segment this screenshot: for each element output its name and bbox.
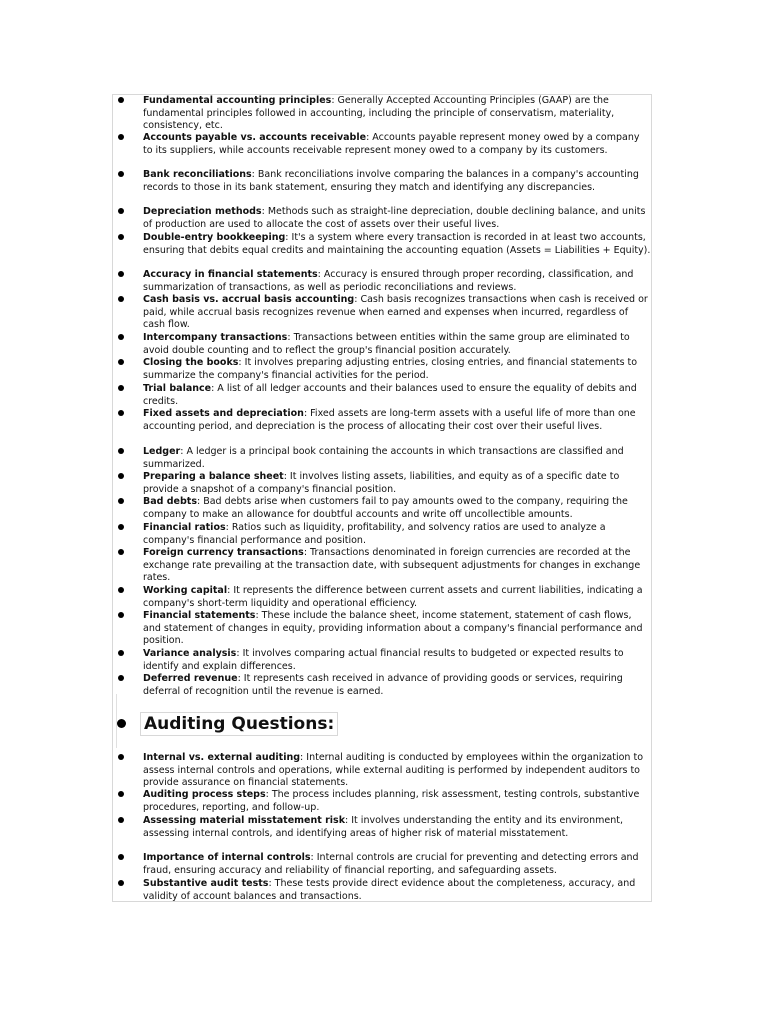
bullet-icon bbox=[118, 97, 124, 103]
list-item bbox=[143, 332, 651, 357]
bullet-icon bbox=[118, 134, 124, 140]
bullet-icon bbox=[117, 719, 126, 728]
bullet-icon bbox=[118, 410, 124, 416]
item-text: : Generally Accepted Accounting Principles (GAAP) are the fundamental principles followed in accounting, including the principle of conservatism, materiality, consistency, etc. bbox=[143, 95, 615, 132]
item-term: Substantive audit tests bbox=[143, 878, 269, 889]
list-item bbox=[143, 206, 651, 231]
list-item bbox=[143, 496, 651, 521]
item-term: Cash basis vs. accrual basis accounting bbox=[143, 294, 355, 305]
section-heading: Auditing Questions: bbox=[140, 712, 338, 736]
bullet-icon bbox=[118, 334, 124, 340]
item-term: Accuracy in financial statements bbox=[143, 269, 318, 280]
item-text: : Internal auditing is conducted by employees within the organization to assess internal controls and operations, while external auditing is performed by independent auditors to provide assurance on financial statements. bbox=[143, 752, 644, 789]
item-text: : Internal controls are crucial for preventing and detecting errors and fraud, ensuring accuracy and reliability of financial reporting, and safeguarding assets. bbox=[143, 852, 639, 876]
list-item bbox=[143, 383, 651, 408]
list-item bbox=[143, 169, 651, 194]
item-term: Working capital bbox=[143, 585, 228, 596]
bullet-icon bbox=[118, 473, 124, 479]
item-term: Double-entry bookkeeping bbox=[143, 232, 286, 243]
list-item bbox=[143, 408, 651, 433]
item-term: Preparing a balance sheet bbox=[143, 471, 284, 482]
bullet-icon bbox=[118, 854, 124, 860]
list-item bbox=[143, 446, 651, 471]
item-term: Financial ratios bbox=[143, 522, 226, 533]
item-term: Intercompany transactions bbox=[143, 332, 288, 343]
item-term: Foreign currency transactions bbox=[143, 547, 304, 558]
list-item bbox=[143, 815, 651, 840]
bullet-icon bbox=[118, 498, 124, 504]
item-text: : It involves understanding the entity and its environment, assessing internal controls, and identifying areas of higher risk of material misstatement. bbox=[143, 815, 624, 839]
bullet-icon bbox=[118, 675, 124, 681]
list-item bbox=[143, 232, 651, 257]
bullet-icon bbox=[118, 650, 124, 656]
bullet-icon bbox=[118, 612, 124, 618]
list-item bbox=[143, 610, 651, 648]
item-term: Bad debts bbox=[143, 496, 197, 507]
item-text: : It involves comparing actual financial results to budgeted or expected results to identify and explain differences. bbox=[143, 648, 624, 672]
item-term: Internal vs. external auditing bbox=[143, 752, 301, 763]
item-term: Ledger bbox=[143, 446, 181, 457]
item-text: : A list of all ledger accounts and their balances used to ensure the equality of debits and credits. bbox=[143, 383, 637, 407]
item-text: : Bad debts arise when customers fail to pay amounts owed to the company, requiring the company to make an allowance for doubtful accounts and write off uncollectible amounts. bbox=[143, 496, 628, 520]
bullet-icon bbox=[118, 524, 124, 530]
item-term: Fundamental accounting principles bbox=[143, 95, 332, 106]
bullet-icon bbox=[118, 448, 124, 454]
item-term: Accounts payable vs. accounts receivable bbox=[143, 132, 367, 143]
item-term: Auditing process steps bbox=[143, 789, 266, 800]
item-term: Trial balance bbox=[143, 383, 212, 394]
item-text: : These tests provide direct evidence about the completeness, accuracy, and validity of account balances and transactions. bbox=[143, 878, 636, 902]
item-text: : A ledger is a principal book containing the accounts in which transactions are classified and summarized. bbox=[143, 446, 624, 470]
item-text: : It involves preparing adjusting entries, closing entries, and financial statements to summarize the company's financial activities for the period. bbox=[143, 357, 638, 381]
item-term: Deferred revenue bbox=[143, 673, 238, 684]
bullet-icon bbox=[118, 234, 124, 240]
list-item bbox=[143, 132, 651, 157]
list-item bbox=[143, 752, 651, 790]
list-item bbox=[143, 789, 651, 814]
item-term: Financial statements bbox=[143, 610, 256, 621]
item-text: : Transactions between entities within the same group are eliminated to avoid double counting and to reflect the group's financial position accurately. bbox=[143, 332, 630, 356]
list-item bbox=[143, 269, 651, 294]
bullet-icon bbox=[118, 587, 124, 593]
item-text: : It represents cash received in advance of providing goods or services, requiring deferral of recognition until the revenue is earned. bbox=[143, 673, 623, 697]
item-text: : Bank reconciliations involve comparing the balances in a company's accounting records to those in its bank statement, ensuring they match and identifying any discrepancies. bbox=[143, 169, 639, 193]
list-item bbox=[143, 585, 651, 610]
list-item bbox=[143, 878, 651, 903]
item-text: : Accuracy is ensured through proper recording, classification, and summarization of transactions, as well as periodic reconciliations and reviews. bbox=[143, 269, 634, 293]
item-text: : Transactions denominated in foreign currencies are recorded at the exchange rate prevailing at the transaction date, with subsequent adjustments for changes in exchange rates. bbox=[143, 547, 641, 584]
bullet-icon bbox=[118, 171, 124, 177]
item-text: : It involves listing assets, liabilities, and equity as of a specific date to provide a snapshot of a company's financial position. bbox=[143, 471, 620, 495]
item-term: Assessing material misstatement risk bbox=[143, 815, 346, 826]
bullet-icon bbox=[118, 754, 124, 760]
item-text: : These include the balance sheet, income statement, statement of cash flows, and statement of changes in equity, providing information about a company's financial performance and position. bbox=[143, 610, 643, 647]
item-text: : Accounts payable represent money owed by a company to its suppliers, while accounts receivable represent money owed to a company by its customers. bbox=[143, 132, 640, 156]
item-term: Closing the books bbox=[143, 357, 239, 368]
item-term: Variance analysis bbox=[143, 648, 237, 659]
bullet-icon bbox=[118, 549, 124, 555]
item-text: : It represents the difference between current assets and current liabilities, indicating a company's short-term liquidity and operational efficiency. bbox=[143, 585, 643, 609]
list-item bbox=[143, 852, 651, 877]
list-item bbox=[143, 522, 651, 547]
item-text: : It's a system where every transaction is recorded in at least two accounts, ensuring that debits equal credits and maintaining the accounting equation (Assets = Liabilities + Equity). bbox=[143, 232, 651, 256]
item-text: : Ratios such as liquidity, profitability, and solvency ratios are used to analyze a company's financial performance and position. bbox=[143, 522, 606, 546]
bullet-icon bbox=[118, 385, 124, 391]
list-item bbox=[143, 648, 651, 673]
item-term: Fixed assets and depreciation bbox=[143, 408, 304, 419]
bullet-icon bbox=[118, 817, 124, 823]
list-item bbox=[143, 357, 651, 382]
bullet-icon bbox=[118, 359, 124, 365]
list-item bbox=[143, 547, 651, 585]
list-item bbox=[143, 471, 651, 496]
list-item bbox=[143, 294, 651, 332]
bullet-icon bbox=[118, 296, 124, 302]
item-term: Bank reconciliations bbox=[143, 169, 252, 180]
item-term: Importance of internal controls bbox=[143, 852, 311, 863]
item-text: : Fixed assets are long-term assets with a useful life of more than one accounting period, and depreciation is the process of allocating their cost over their useful lives. bbox=[143, 408, 636, 432]
item-text: : The process includes planning, risk assessment, testing controls, substantive procedures, reporting, and follow-up. bbox=[143, 789, 640, 813]
item-text: : Methods such as straight-line depreciation, double declining balance, and units of production are used to allocate the cost of assets over their useful lives. bbox=[143, 206, 646, 230]
bullet-icon bbox=[118, 880, 124, 886]
bullet-icon bbox=[118, 208, 124, 214]
list-item bbox=[143, 95, 651, 133]
bullet-icon bbox=[118, 791, 124, 797]
item-text: : Cash basis recognizes transactions when cash is received or paid, while accrual basis recognizes revenue when earned and expenses when incurred, regardless of cash flow. bbox=[143, 294, 648, 331]
list-item bbox=[143, 673, 651, 698]
item-term: Depreciation methods bbox=[143, 206, 262, 217]
bullet-icon bbox=[118, 271, 124, 277]
